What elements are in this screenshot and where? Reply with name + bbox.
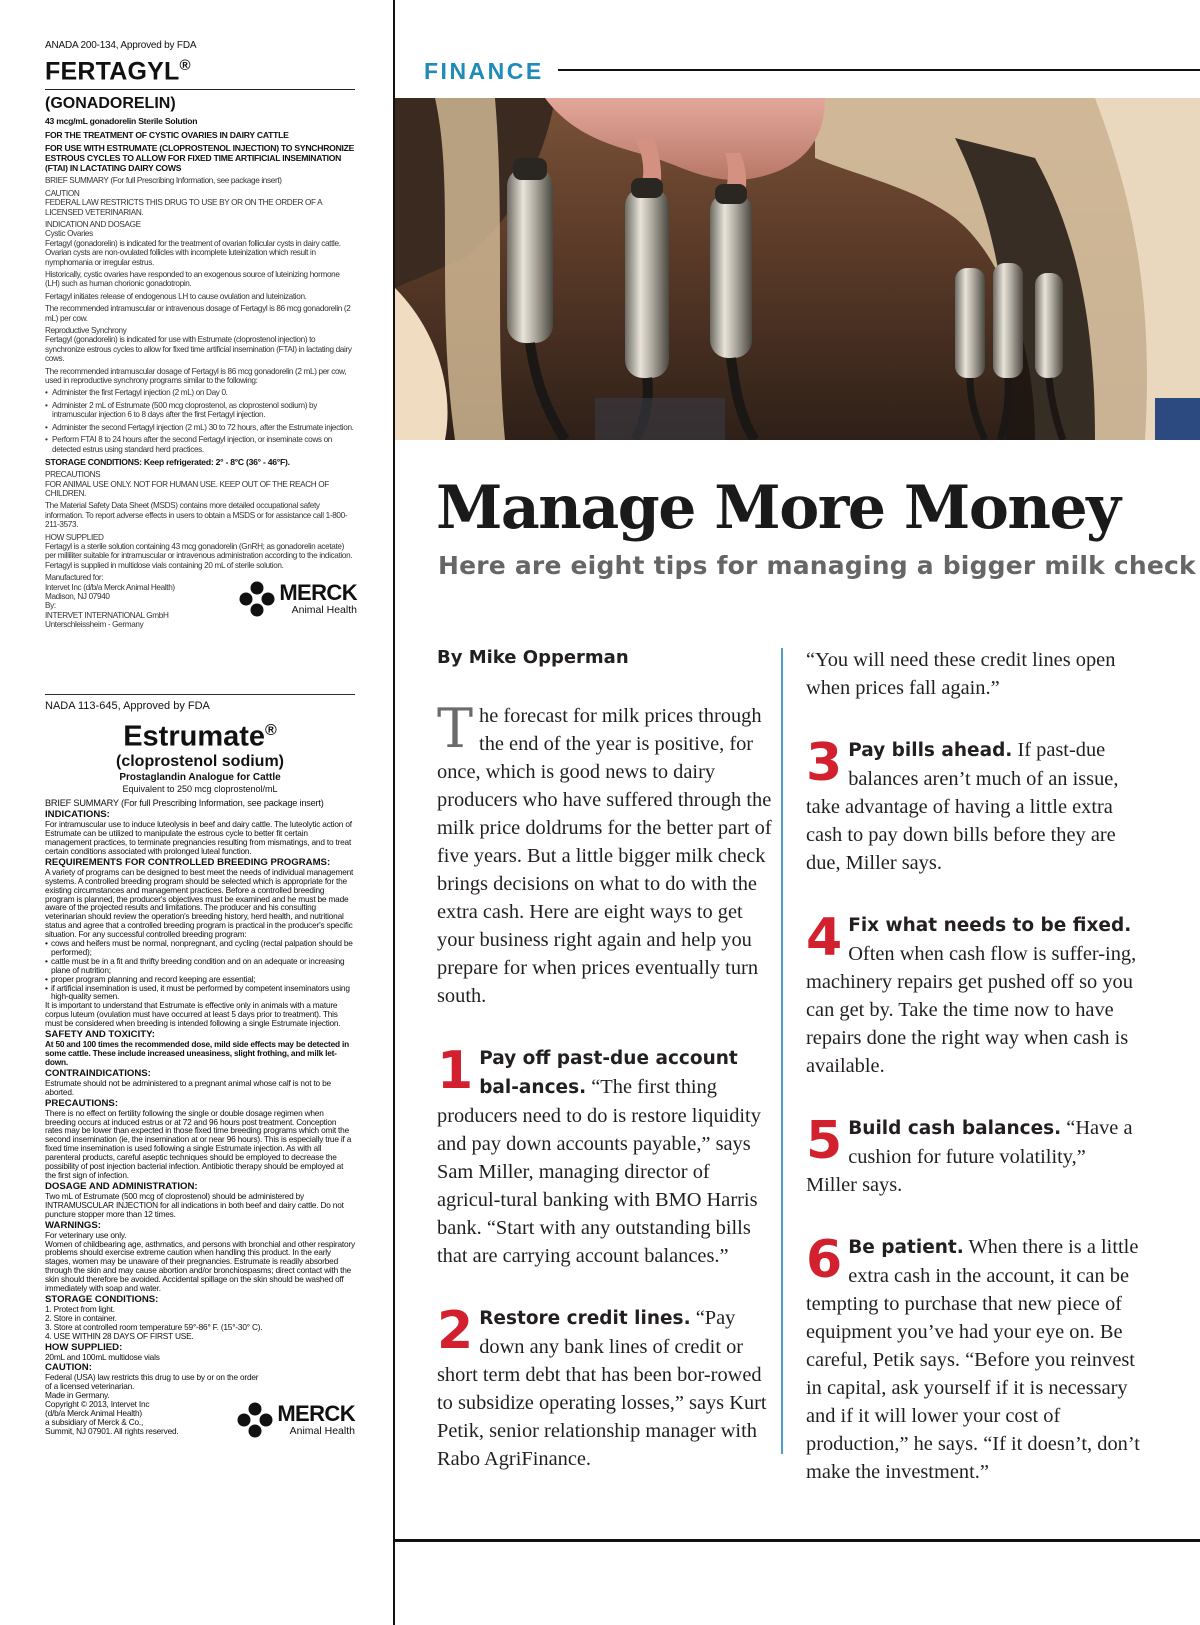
estrumate-important: It is important to understand that Estrumate is effective only in animals with a mature corpus luteum (ovulation must have occurred at least 5 days prior to treatment). This must be considered when breeding is intended following a single Estrumate injection. <box>45 1000 341 1029</box>
column-divider <box>781 648 783 1454</box>
tip-heading: Restore credit lines. <box>479 1308 691 1329</box>
list-item: • Administer the second Fertagyl injection (2 mL) 30 to 72 hours, after the Estrumate injection. <box>45 423 355 432</box>
section-rule <box>558 69 1200 71</box>
tip-heading: Pay bills ahead. <box>848 740 1013 761</box>
fertagyl-precautions: PRECAUTIONS FOR ANIMAL USE ONLY. NOT FOR HUMAN USE. KEEP OUT OF THE REACH OF CHILDREN. <box>45 470 329 498</box>
estrumate-indications: For intramuscular use to induce luteolysis in beef and dairy cattle. The luteolytic action of Estrumate can be utilized to manipulate the estrous cycle to better fit certain management practices, to terminate pregnancies resulting from mismatings, and to treat certain conditions associated with prolonged luteal function. <box>45 819 352 856</box>
estrumate-precautions-heading: PRECAUTIONS: <box>45 1097 119 1109</box>
fertagyl-indication-line: FOR THE TREATMENT OF CYSTIC OVARIES IN DAIRY CATTLE <box>45 129 289 140</box>
tip-6 <box>806 1230 1141 1486</box>
estrumate-safety: At 50 and 100 times the recommended dose, mild side effects may be detected in some cattle. These include increased uneasiness, slight frothing, and milk let-down. <box>45 1039 349 1067</box>
tip-number: 2 <box>437 1301 474 1361</box>
fertagyl-indication: INDICATION AND DOSAGE Cystic Ovaries Fertagyl (gonadorelin) is indicated for the treatment of ovarian follicular cysts in dairy cattle. Ovarian cysts are non-ovulated follicles with incomplete luteinization which result in nymphomania or irregular estrus. <box>45 219 341 267</box>
estrumate-strength: Equivalent to 250 mcg cloprostenol/mL <box>122 783 278 794</box>
merck-sub: Animal Health <box>291 604 357 617</box>
tip-body: “The first thing producers need to do is restore liquidity and pay down accounts payable,” says Sam Miller, managing director of agricul-tural banking with BMO Harris bank. “Start with any outstanding bills that are carrying account balances.” <box>437 1076 761 1267</box>
list-item: • Administer the first Fertagyl injection (2 mL) on Day 0. <box>45 388 355 397</box>
fertagyl-how-supplied: HOW SUPPLIED Fertagyl is a sterile solution containing 43 mcg gonadorelin (GnRH; as gonadorelin acetate) per milliliter suitable for intramuscular or intravenous administration according to the indication. <box>45 532 353 561</box>
estrumate-supplied-heading: HOW SUPPLIED: <box>45 1341 123 1353</box>
fertagyl-ad <box>45 40 355 630</box>
bottom-rule <box>395 1539 1200 1542</box>
byline: By Mike Opperman <box>437 647 629 668</box>
list-item: • cows and heifers must be normal, nonpregnant, and cycling (rectal palpation should be performed); <box>45 939 355 957</box>
estrumate-contra: Estrumate should not be administered to a pregnant animal whose calf is not to be aborted. <box>45 1077 331 1097</box>
tip-5 <box>806 1111 1141 1199</box>
fertagyl-brief-summary: BRIEF SUMMARY (For full Prescribing Information, see package insert) <box>45 176 282 186</box>
intro-paragraph <box>437 697 772 1010</box>
tip-1 <box>437 1041 772 1270</box>
estrumate-caution-row <box>45 1362 355 1438</box>
ad-column <box>0 0 395 1625</box>
fertagyl-historically: Historically, cystic ovaries have responded to an exogenous source of luteinizing hormone (LH) such as human chorionic gonadotropin. <box>45 270 340 289</box>
fertagyl-manufacturer-row <box>45 573 355 629</box>
tip-number: 5 <box>806 1111 843 1171</box>
estrumate-contra-heading: CONTRAINDICATIONS: <box>45 1067 151 1079</box>
fertagyl-storage: STORAGE CONDITIONS: Keep refrigerated: 2° - 8°C (36° - 46°F). <box>45 456 290 467</box>
tip-body: If past-due balances aren’t much of an issue, take advantage of having a little extra cash to pay down bills before they are due, Miller says. <box>806 739 1119 874</box>
tip-heading: Pay off past-due account bal-ances. <box>479 1048 738 1098</box>
estrumate-brand: Estrumate® <box>123 720 277 753</box>
estrumate-indications-heading: INDICATIONS: <box>45 809 110 821</box>
list-item: • cattle must be in a fit and thrifty breeding condition and on an adequate or increasing plane of nutrition; <box>45 957 355 975</box>
article-column-left <box>437 646 772 1473</box>
estrumate-bullets <box>45 939 355 1001</box>
ad-separator <box>45 694 355 695</box>
tip-body: “Pay down any bank lines of credit or short term debt that has been bor-rowed to subsidize operating losses,” says Kurt Petik, senior relationship manager with Rabo AgriFinance. <box>437 1307 767 1470</box>
estrumate-requirements-heading: REQUIREMENTS FOR CONTROLLED BREEDING PROGRAMS: <box>45 856 331 868</box>
list-item: • Administer 2 mL of Estrumate (500 mcg cloprostenol, as cloprostenol sodium) by intramuscular injection 6 to 8 days after the first Fertagyl injection. <box>45 401 355 420</box>
tip-2 <box>437 1301 772 1473</box>
list-item: • proper program planning and record keeping are essential; <box>45 975 355 984</box>
tip-heading: Build cash balances. <box>848 1118 1062 1139</box>
tip-body: When there is a little extra cash in the account, it can be tempting to purchase that new piece of equipment you’ve had your eye on. Be careful, Petik says. “Before you reinvest in capital, ask yourself if it is necessary and if it will lower your cost of production,” he says. “If it doesn’t, don’t make the investment.” <box>806 1236 1140 1483</box>
merck-name: MERCK <box>277 1401 355 1427</box>
estrumate-generic: (cloprostenol sodium) <box>116 752 284 770</box>
fertagyl-supplied-vials: Fertagyl is supplied in multidose vials containing 20 mL of sterile solution. <box>45 560 284 570</box>
estrumate-requirements: A variety of programs can be designed to best meet the needs of individual management systems. A controlled breeding program should be selected which is appropriate for the existing circumstances and management practices. Before a controlled breeding program is planned, the producer's objectives must be examined and he must be made aware of the projected results and limitations. The producer and his consulting veterinarian should review the operation's breeding history, herd health, and nutritional status and agree that a controlled breeding program is practical in the producer's specific situation. For any successful controlled breeding program: <box>45 866 354 940</box>
list-item: • if artificial insemination is used, it must be performed by competent inseminators using high-quality semen. <box>45 984 355 1002</box>
headline: Manage More Money <box>436 473 1120 543</box>
fertagyl-caution: CAUTION FEDERAL LAW RESTRICTS THIS DRUG TO USE BY OR ON THE ORDER OF A LICENSED VETERINARIAN. <box>45 188 322 217</box>
tip-heading: Be patient. <box>848 1237 964 1258</box>
fertagyl-generic: (GONADORELIN) <box>45 95 176 113</box>
estrumate-class: Prostaglandin Analogue for Cattle <box>119 771 281 783</box>
merck-logo-icon <box>237 1402 273 1438</box>
fertagyl-approval: ANADA 200-134, Approved by FDA <box>45 40 197 51</box>
fertagyl-bullets <box>45 388 355 453</box>
estrumate-brief-summary: BRIEF SUMMARY (For full Prescribing Information, see package insert) <box>45 797 324 808</box>
estrumate-dosage: Two mL of Estrumate (500 mcg of cloprostenol) should be administered by INTRAMUSCULAR INJECTION for all indications in both beef and dairy cattle. Do not puncture stopper more than 12 times. <box>45 1190 344 1219</box>
dropcap: T <box>437 697 474 760</box>
continued-quote: “You will need these credit lines open when prices fall again.” <box>806 649 1116 699</box>
estrumate-safety-heading: SAFETY AND TOXICITY: <box>45 1029 155 1041</box>
fertagyl-msds: The Material Safety Data Sheet (MSDS) contains more detailed occupational safety information. To report adverse effects in users to obtain a MSDS or for assistance call 1-800-211-3573. <box>45 501 348 530</box>
fertagyl-initiates: Fertagyl initiates release of endogenous LH to cause ovulation and luteinization. <box>45 291 307 301</box>
tip-3 <box>806 733 1141 877</box>
fertagyl-repro-dosage: The recommended intramuscular dosage of Fertagyl is 86 mcg gonadorelin (2 mL) per cow, used in reproductive synchrony programs similar to the following: <box>45 366 347 386</box>
estrumate-supplied: 20mL and 100mL multidose vials <box>45 1351 160 1362</box>
fertagyl-strength: 43 mcg/mL gonadorelin Sterile Solution <box>45 116 198 127</box>
estrumate-warnings-heading: WARNINGS: <box>45 1219 101 1231</box>
estrumate-storage: 1. Protect from light. 2. Store in container. 3. Store at controlled room temperature 59°-86° F. (15°-30° C). 4. USE WITHIN 28 DAYS OF FIRST USE. <box>45 1303 263 1341</box>
list-item: • Perform FTAI 8 to 24 hours after the second Fertagyl injection, or inseminate cows on detected estrus using standard herd practices. <box>45 435 355 454</box>
merck-logo-icon <box>239 581 275 617</box>
section-label: FINANCE <box>424 58 544 84</box>
estrumate-approval: NADA 113-645, Approved by FDA <box>45 700 210 712</box>
estrumate-caution-heading: CAUTION: <box>45 1362 92 1374</box>
estrumate-storage-heading: STORAGE CONDITIONS: <box>45 1293 159 1305</box>
tip-heading: Fix what needs to be fixed. <box>848 915 1132 936</box>
merck-logo <box>237 1402 355 1438</box>
tip-4 <box>806 908 1141 1080</box>
fertagyl-ftai-line: FOR USE WITH ESTRUMATE (CLOPROSTENOL INJECTION) TO SYNCHRONIZE ESTROUS CYCLES TO ALLOW FOR FIXED TIME ARTIFICIAL INSEMINATION (FTAI) IN LACTATING DAIRY COWS <box>45 142 355 174</box>
estrumate-warnings: For veterinary use only. Women of childbearing age, asthmatics, and persons with bronchial and other respiratory problems should exercise extreme caution when handling this product. In the early stages, women may be unaware of their pregnancies. Estrumate is readily absorbed through the skin and may cause abortion and/or bronchiospasms; direct contact with the skin should therefore be avoided. Accidental spillage on the skin should be washed off immediately with soap and water. <box>45 1229 355 1294</box>
fertagyl-manufacturer: Manufactured for: Intervet Inc (d/b/a Merck Animal Health) Madison, NJ 07940 By: INTERVET INTERNATIONAL GmbH Unterschleissheim - Germany <box>45 573 175 630</box>
article-column-right <box>806 646 1141 1486</box>
fertagyl-repro: Reproductive Synchrony Fertagyl (gonadorelin) is indicated for use with Estrumate (cloprostenol injection) to synchronize estrous cycles to allow for fixed time artificial insemination (FTAI) in lactating dairy cows. <box>45 326 352 364</box>
tip-number: 1 <box>437 1041 474 1101</box>
tip-number: 6 <box>806 1230 843 1290</box>
milking-photo <box>395 98 1200 440</box>
fertagyl-brand: FERTAGYL® <box>45 57 191 86</box>
subhead: Here are eight tips for managing a bigger milk check <box>438 551 1196 580</box>
fertagyl-dosage: The recommended intramuscular or intravenous dosage of Fertagyl is 86 mcg gonadorelin (2 mL) per cow. <box>45 304 351 323</box>
tip-body: “Have a cushion for future volatility,” Miller says. <box>806 1117 1133 1196</box>
estrumate-ad <box>45 700 355 1436</box>
tip-body: Often when cash flow is suffer-ing, machinery repairs get pushed off so you can get by. Take the time now to have repairs done the right way when cash is available. <box>806 943 1137 1077</box>
merck-logo <box>239 581 357 617</box>
intro-text: he forecast for milk prices through the end of the year is positive, for once, which is good news to dairy producers who have suffered through the milk price doldrums for the better part of five years. But a little bigger milk check brings decisions on what to do with the extra cash. Here are eight ways to get your business right again and help you prepare for when prices eventually turn south. <box>437 705 772 1007</box>
merck-name: MERCK <box>279 580 357 606</box>
estrumate-dosage-heading: DOSAGE AND ADMINISTRATION: <box>45 1180 198 1192</box>
estrumate-caution: Federal (USA) law restricts this drug to use by or on the order of a licensed veterinarian. Made in Germany. Copyright © 2013, Intervet Inc (d/b/a Merck Animal Health) a subsidiary of Merck & Co., Summit, NJ 07901. All rights reserved. <box>45 1372 259 1436</box>
tip-number: 3 <box>806 733 843 793</box>
tip-number: 4 <box>806 908 843 968</box>
merck-sub: Animal Health <box>289 1425 355 1438</box>
estrumate-precautions: There is no effect on fertility following the single or double dosage regimen when breeding occurs at induced estrus or at 72 and 96 hours post treatment. Conception rates may be lower than expected in those fixed time breeding programs which omit the second insemination (ie, the insemination at or near 96 hours). This is especially true if a fixed time insemination is used following a single Estrumate injection. As with all parenteral products, careful aseptic techniques should be employed to decrease the possibility of post injection bacterial infection. Antibiotic therapy should be employed at the first sign of infection. <box>45 1107 352 1180</box>
fertagyl-rule <box>45 89 355 90</box>
